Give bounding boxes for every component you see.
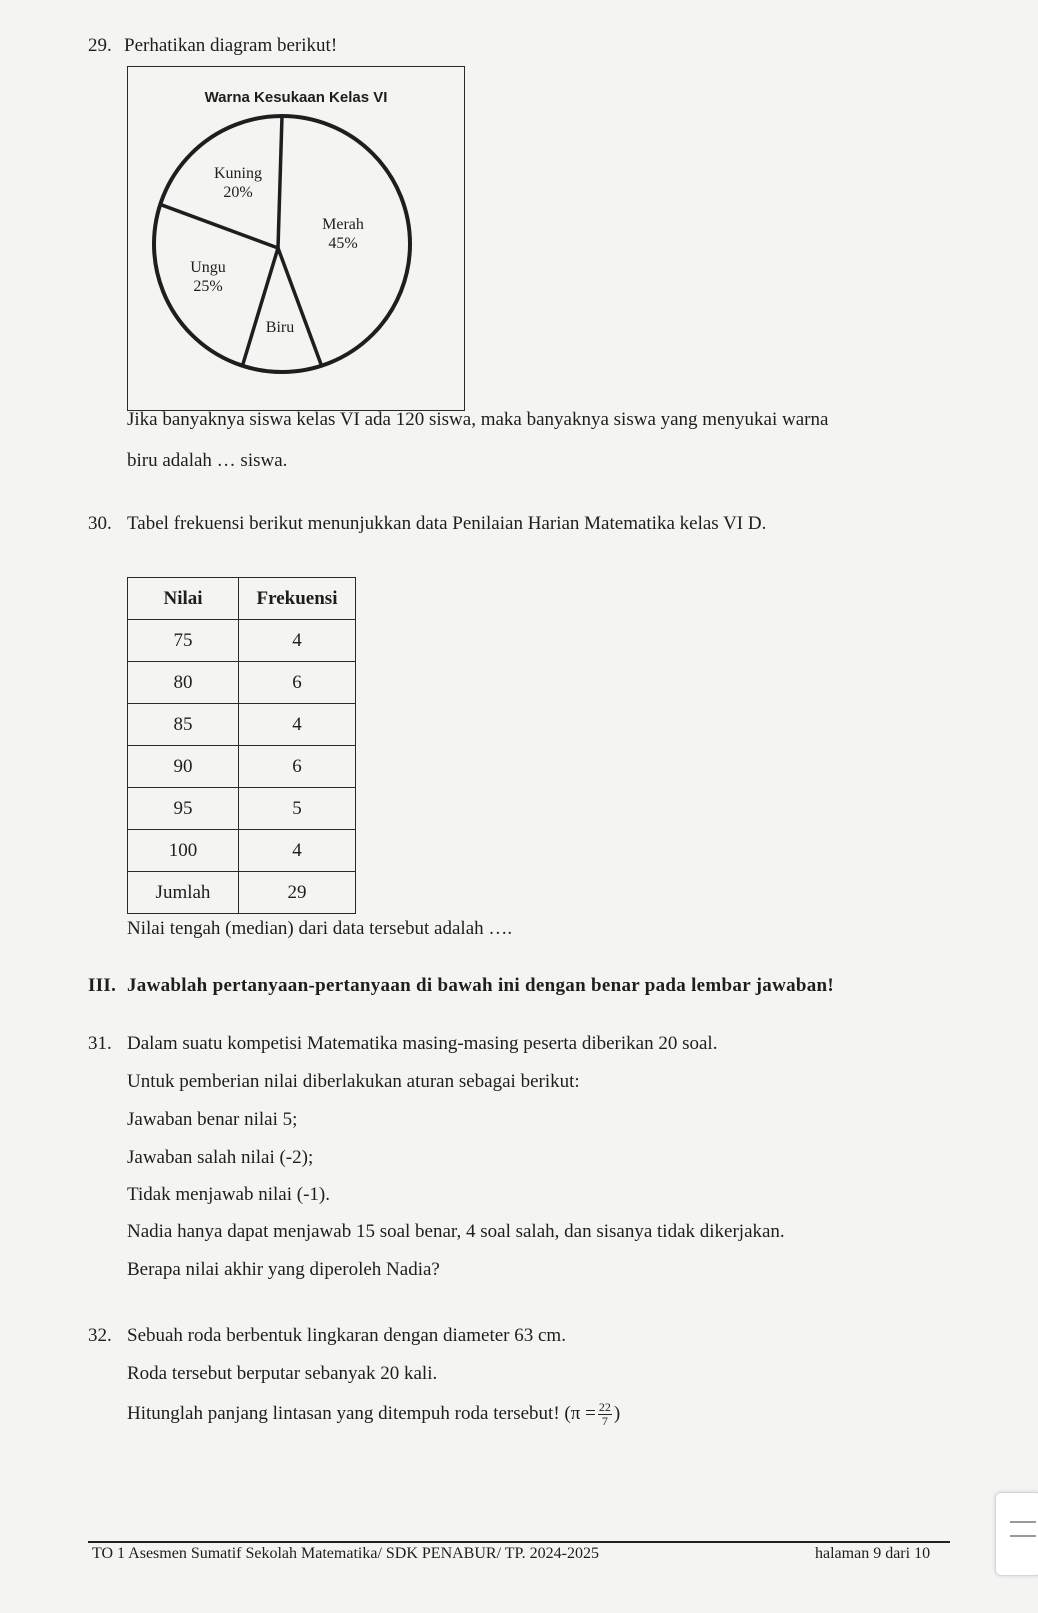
question-31-line: Jawaban benar nilai 5; — [127, 1109, 298, 1130]
scroll-handle-grip-icon — [1010, 1535, 1036, 1537]
pi-suffix: ) — [613, 1402, 621, 1424]
question-29-line2: biru adalah … siswa. — [127, 450, 288, 471]
table-row — [128, 746, 356, 788]
cell-nilai: 75 — [128, 620, 239, 662]
cell-nilai: 85 — [128, 704, 239, 746]
cell-nilai: 80 — [128, 662, 239, 704]
pi-fraction — [598, 1401, 612, 1428]
pie-chart — [127, 66, 465, 411]
pie-slice-label-ungu: Ungu — [190, 259, 226, 276]
cell-nilai: 90 — [128, 746, 239, 788]
question-31-line: Jawaban salah nilai (-2); — [127, 1147, 314, 1168]
scroll-handle[interactable] — [995, 1492, 1038, 1576]
question-32-last-line — [127, 1401, 620, 1428]
question-29-line1: Jika banyaknya siswa kelas VI ada 120 siswa, maka banyaknya siswa yang menyukai warna — [127, 409, 829, 430]
frequency-table — [127, 577, 356, 914]
footer-page-number: halaman 9 dari 10 — [815, 1545, 931, 1562]
pie-slice-value-ungu: 25% — [193, 278, 223, 295]
question-31-line: Tidak menjawab nilai (-1). — [127, 1184, 330, 1205]
pie-slice-label-merah: Merah — [322, 216, 364, 233]
pie-slice-value-kuning: 20% — [223, 184, 253, 201]
pie-slice-value-merah: 45% — [328, 235, 358, 252]
question-29-intro: Perhatikan diagram berikut! — [124, 35, 338, 56]
cell-nilai: 100 — [128, 830, 239, 872]
header-frekuensi: Frekuensi — [239, 578, 356, 620]
cell-frekuensi: 4 — [239, 830, 356, 872]
cell-total-label: Jumlah — [128, 872, 239, 914]
question-32-number: 32. — [88, 1325, 112, 1346]
cell-frekuensi: 5 — [239, 788, 356, 830]
pie-slice-divider — [278, 116, 282, 248]
cell-nilai: 95 — [128, 788, 239, 830]
question-32-line: Roda tersebut berputar sebanyak 20 kali. — [127, 1363, 438, 1384]
question-31-line: Dalam suatu kompetisi Matematika masing-masing peserta diberikan 20 soal. — [127, 1033, 718, 1054]
question-31-number: 31. — [88, 1033, 112, 1054]
cell-frekuensi: 6 — [239, 746, 356, 788]
table-row — [128, 620, 356, 662]
cell-frekuensi: 4 — [239, 704, 356, 746]
header-nilai: Nilai — [128, 578, 239, 620]
pie-slice-label-biru: Biru — [265, 319, 295, 336]
pie-slice-divider — [242, 248, 278, 366]
question-32-last-text: Hitunglah panjang lintasan yang ditempuh roda tersebut! — [127, 1402, 560, 1424]
pie-slice-divider — [160, 204, 278, 248]
question-31-line: Nadia hanya dapat menjawab 15 soal benar, 4 soal salah, dan sisanya tidak dikerjakan. — [127, 1221, 785, 1242]
question-32-line: Sebuah roda berbentuk lingkaran dengan diameter 63 cm. — [127, 1325, 566, 1346]
question-30-number: 30. — [88, 513, 112, 534]
question-31-line: Untuk pemberian nilai diberlakukan aturan sebagai berikut: — [127, 1071, 580, 1092]
cell-frekuensi: 4 — [239, 620, 356, 662]
table-header-row — [128, 578, 356, 620]
table-total-row — [128, 872, 356, 914]
table-row — [128, 830, 356, 872]
pie-slice-divider — [278, 248, 322, 366]
pi-prefix: (π = — [564, 1402, 596, 1424]
question-29-number: 29. — [88, 35, 112, 56]
scroll-handle-grip-icon — [1010, 1521, 1036, 1523]
section-3-title: Jawablah pertanyaan-pertanyaan di bawah ini dengan benar pada lembar jawaban! — [127, 975, 835, 996]
cell-total-value: 29 — [239, 872, 356, 914]
footer-divider — [88, 1541, 950, 1543]
footer-left: TO 1 Asesmen Sumatif Sekolah Matematika/ SDK PENABUR/ TP. 2024-2025 — [92, 1545, 599, 1562]
chart-title: Warna Kesukaan Kelas VI — [204, 89, 388, 106]
question-31-line: Berapa nilai akhir yang diperoleh Nadia? — [127, 1259, 440, 1280]
pi-denominator: 7 — [601, 1414, 608, 1428]
pi-numerator: 22 — [598, 1400, 611, 1414]
question-30-question: Nilai tengah (median) dari data tersebut adalah …. — [127, 918, 513, 939]
question-30-intro: Tabel frekuensi berikut menunjukkan data Penilaian Harian Matematika kelas VI D. — [127, 513, 767, 534]
table-row — [128, 662, 356, 704]
table-row — [128, 788, 356, 830]
cell-frekuensi: 6 — [239, 662, 356, 704]
pie-chart-svg — [128, 67, 466, 412]
section-3-number: III. — [88, 975, 117, 996]
pi-formula — [564, 1400, 621, 1428]
table-row — [128, 704, 356, 746]
pie-slice-label-kuning: Kuning — [214, 165, 262, 182]
